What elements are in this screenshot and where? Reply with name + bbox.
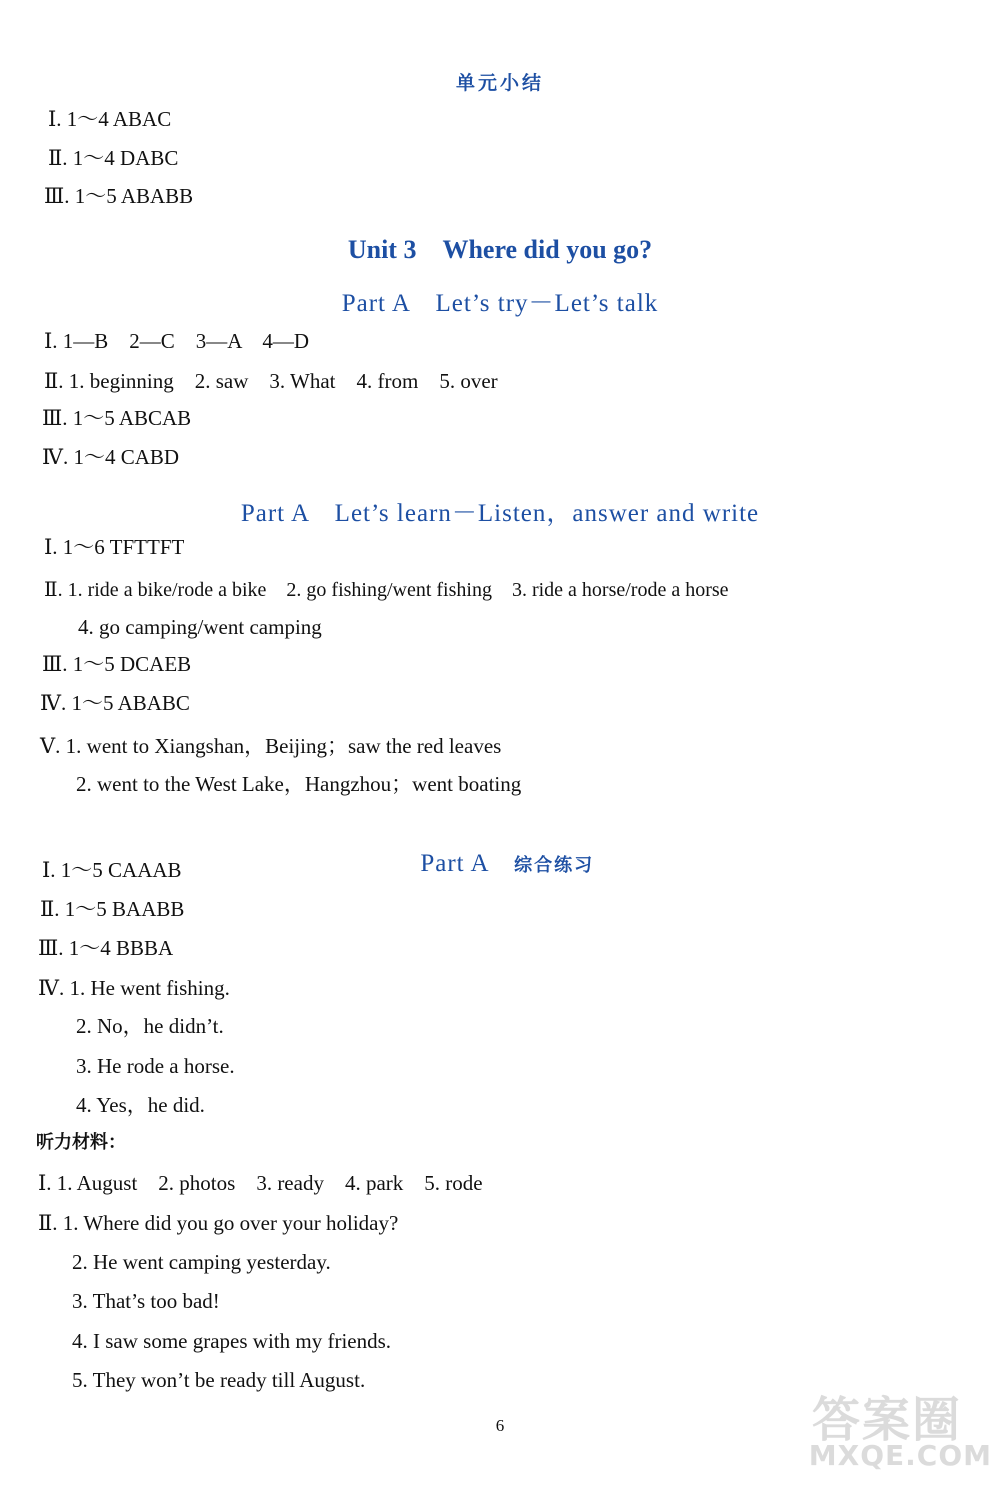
answer-line: Ⅱ. 1～4 DABC (48, 146, 179, 170)
answer-line: Ⅲ. 1～5 ABABB (44, 184, 194, 208)
answer-line: 2. No，he didn’t. (76, 1014, 224, 1038)
answer-line: Ⅲ. 1～4 BBBA (38, 936, 174, 960)
answer-line: Ⅳ. 1～5 ABABC (40, 691, 190, 715)
unit-summary-heading: 单元小结 (455, 72, 544, 94)
answer-line: Ⅲ. 1～5 ABCAB (42, 406, 192, 430)
answer-line: Ⅱ. 1～5 BAABB (40, 897, 185, 921)
answer-line: Ⅴ. 1. went to Xiangshan，Beijing；saw the red leaves (40, 734, 502, 758)
part-learn-heading: Part A Let’s learn－Listen，answer and write (240, 500, 760, 527)
page-number: 6 (495, 1416, 505, 1435)
part-comprehensive-heading-en: Part A (420, 850, 489, 877)
part-try-talk-heading: Part A Let’s try－Let’s talk (341, 290, 659, 317)
answer-line: 3. He rode a horse. (76, 1054, 235, 1078)
answer-line: Ⅱ. 1. beginning 2. saw 3. What 4. from 5. over (44, 369, 498, 393)
answer-line: 4. Yes，he did. (76, 1093, 205, 1117)
answer-line: 2. He went camping yesterday. (72, 1250, 331, 1274)
answer-line: Ⅰ. 1～6 TFTTFT (44, 535, 185, 559)
answer-line: Ⅳ. 1. He went fishing. (38, 976, 230, 1000)
answer-line: 5. They won’t be ready till August. (72, 1368, 366, 1392)
answer-line: Ⅱ. 1. ride a bike/rode a bike 2. go fishing/went fishing 3. ride a horse/rode a horse (44, 579, 729, 601)
answer-line: 4. go camping/went camping (78, 615, 322, 639)
answer-line: Ⅰ. 1～4 ABAC (48, 107, 172, 131)
watermark-url: MXQE.COM (808, 1439, 992, 1472)
watermark-logo-text: 答案圈 (811, 1392, 962, 1448)
part-comprehensive-heading-cn: 综合练习 (514, 855, 595, 876)
answer-line: Ⅰ. 1. August 2. photos 3. ready 4. park 5. rode (38, 1171, 483, 1195)
answer-line: Ⅰ. 1～5 CAAAB (42, 858, 182, 882)
watermark (782, 1381, 992, 1481)
answer-line: 4. I saw some grapes with my friends. (72, 1329, 392, 1353)
answer-line: 3. That’s too bad! (72, 1289, 220, 1313)
answer-line: 2. went to the West Lake，Hangzhou；went boating (76, 772, 522, 796)
answer-line: Ⅰ. 1—B 2—C 3—A 4—D (44, 329, 309, 353)
answer-line: Ⅳ. 1～4 CABD (42, 445, 180, 469)
unit-title: Unit 3 Where did you go? (347, 235, 653, 264)
listening-heading: 听力材料： (36, 1132, 126, 1153)
answer-line: Ⅲ. 1～5 DCAEB (42, 652, 192, 676)
answer-line: Ⅱ. 1. Where did you go over your holiday? (38, 1211, 399, 1235)
